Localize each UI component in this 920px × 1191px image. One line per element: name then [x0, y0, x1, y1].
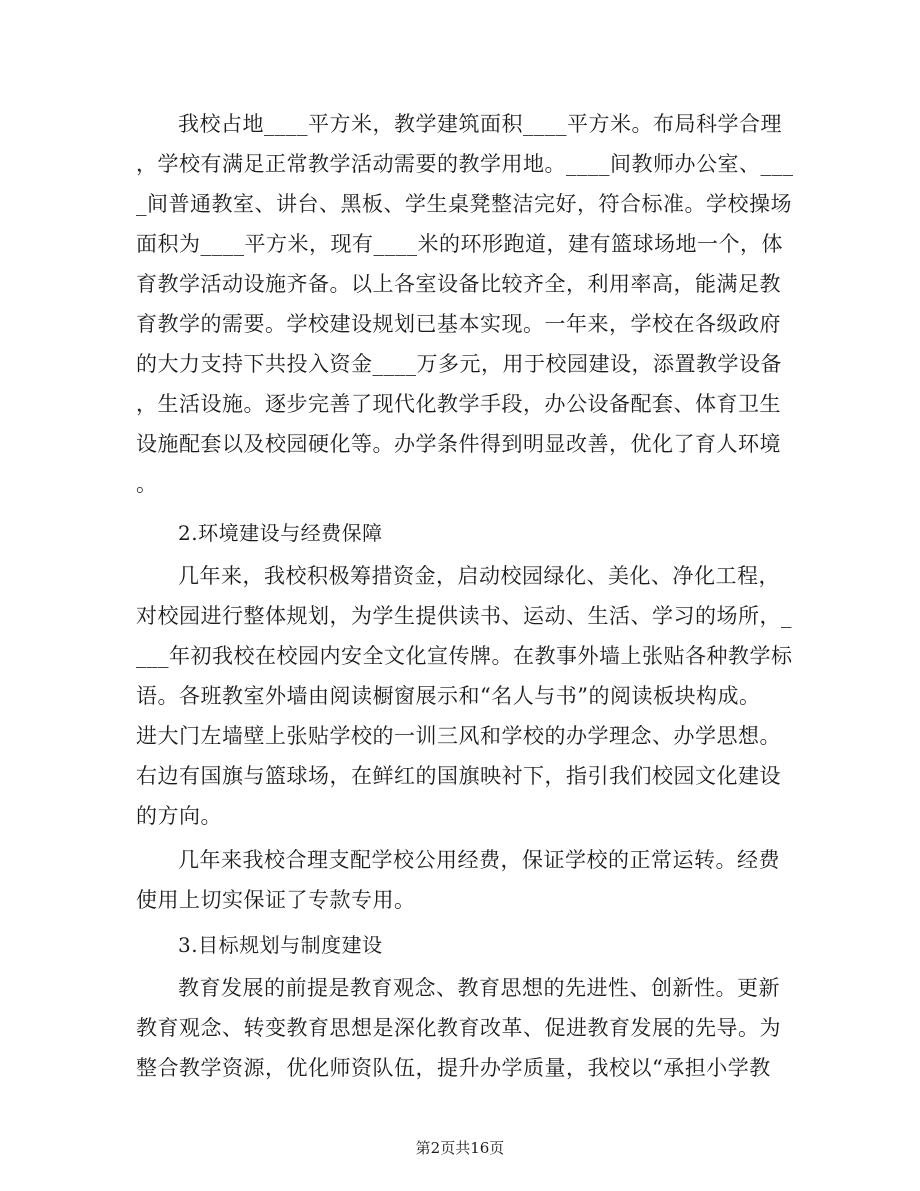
section-heading: 2.环境建设与经费保障: [178, 521, 383, 545]
paragraph-line: 设施配套以及校园硬化等。办学条件得到明显改善，优化了育人环境: [136, 432, 781, 456]
paragraph-line: 面积为____平方米，现有____米的环形跑道，建有篮球场地一个，体: [136, 232, 783, 256]
paragraph-line: 对校园进行整体规划，为学生提供读书、运动、生活、学习的场所，_: [136, 604, 792, 628]
paragraph-line: 的大力支持下共投入资金____万多元，用于校园建设，添置教学设备: [136, 352, 782, 376]
paragraph-line: ，学校有满足正常教学活动需要的教学用地。____间教师办公室、___: [136, 152, 794, 176]
paragraph-line: ___年初我校在校园内安全文化宣传牌。在教事外墙上张贴各种教学标: [136, 644, 793, 668]
paragraph-line: 的方向。: [136, 804, 222, 828]
paragraph-line: 进大门左墙壁上张贴学校的一训三风和学校的办学理念、办学思想。: [136, 724, 781, 748]
paragraph-line: 右边有国旗与篮球场，在鲜红的国旗映衬下，指引我们校园文化建设: [136, 764, 781, 788]
paragraph-line: 我校占地____平方米，教学建筑面积____平方米。布局科学合理: [178, 112, 782, 136]
paragraph-line: 语。各班教室外墙由阅读橱窗展示和“名人与书”的阅读板块构成。: [136, 684, 761, 708]
paragraph-line: 几年来我校合理支配学校公用经费，保证学校的正常运转。经费: [178, 848, 780, 872]
paragraph-line: 教育发展的前提是教育观念、教育思想的先进性、创新性。更新: [178, 976, 780, 1000]
paragraph-line: 育教学的需要。学校建设规划已基本实现。一年来，学校在各级政府: [136, 312, 781, 336]
paragraph-line: 几年来，我校积极筹措资金，启动校园绿化、美化、净化工程，: [178, 564, 780, 588]
paragraph-line: 教育观念、转变教育思想是深化教育改革、促进教育发展的先导。为: [136, 1016, 781, 1040]
paragraph-line: 育教学活动设施齐备。以上各室设备比较齐全，利用率高，能满足教: [136, 272, 781, 296]
page-number-footer: 第2页共16页: [415, 1139, 505, 1157]
paragraph-line: 整合教学资源，优化师资队伍，提升办学质量，我校以“承担小学教: [136, 1056, 771, 1080]
paragraph-line: 使用上切实保证了专款专用。: [136, 888, 416, 912]
paragraph-line: _间普通教室、讲台、黑板、学生桌凳整洁完好，符合标准。学校操场: [136, 192, 792, 216]
paragraph-line: ，生活设施。逐步完善了现代化教学手段，办公设备配套、体育卫生: [136, 392, 781, 416]
section-heading: 3.目标规划与制度建设: [178, 933, 383, 957]
paragraph-line: 。: [136, 472, 158, 496]
